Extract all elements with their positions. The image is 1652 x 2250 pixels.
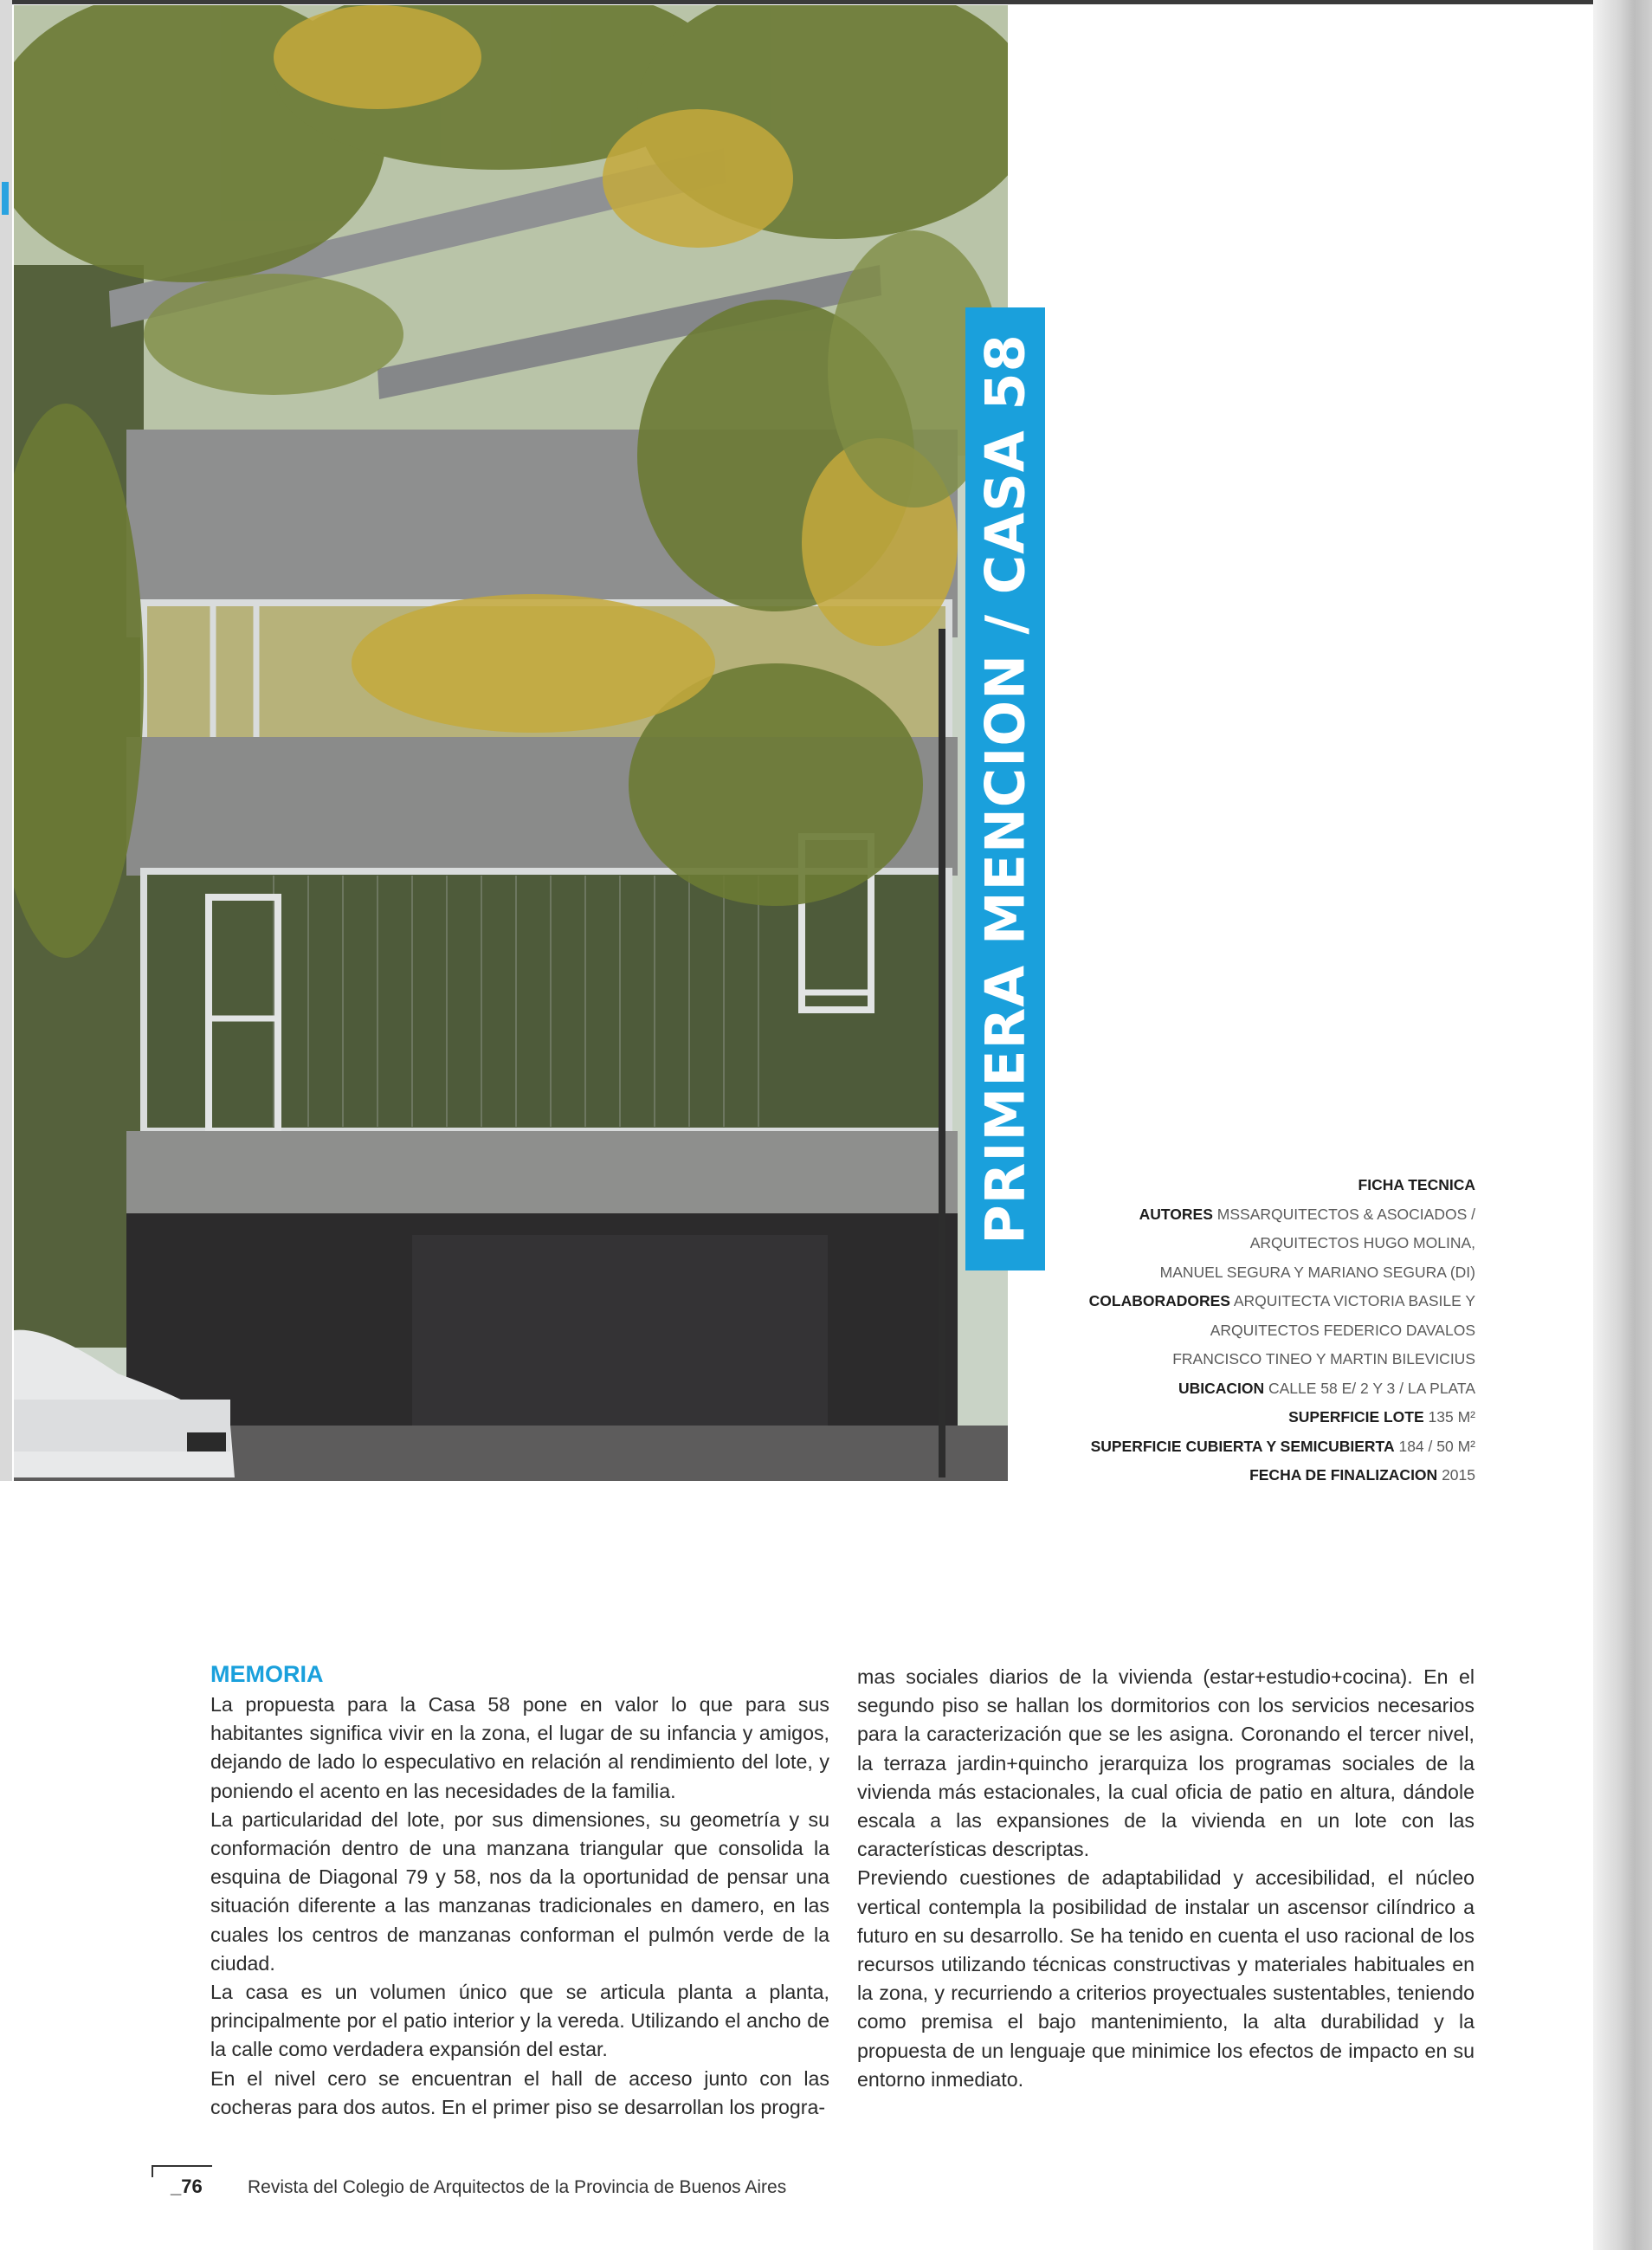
ficha-fecha [852,1461,1475,1490]
memoria-column-1 [210,1691,829,2122]
superficie-lote-value: 135 M² [1428,1408,1475,1426]
memoria-paragraph-4: En el nivel cero se encuentran el hall de acceso junto con las cocheras para dos autos. En el primer piso se desarrollan los progra- [210,2066,829,2118]
footer-tick [152,2165,153,2177]
autores-value-2: ARQUITECTOS HUGO MOLINA, [1249,1234,1475,1251]
memoria-paragraph-6: Previendo cuestiones de adaptabilidad y accesibilidad, el núcleo vertical contempla la posibilidad de instalar un ascensor cilíndrico a futuro en su desarrollo. Se ha tenido en cuenta el uso racional de los recursos utilizando técnicas constructivas y materiales habituales en la zona, y recurriendo a criterios proyectuales sustentables, teniendo como premisa el bajo mantenimiento, la alta durabilidad y la propuesta de un lenguaje que minimice los efectos de impacto en su entorno inmediato. [857,1866,1475,2091]
page-edge-marker [2,182,9,215]
ficha-autores-line1 [852,1200,1475,1230]
ficha-superficie-lote [852,1403,1475,1432]
ubicacion-value: CALLE 58 E/ 2 Y 3 / LA PLATA [1268,1379,1475,1397]
publication-name: Revista del Colegio de Arquitectos de la Provincia de Buenos Aires [248,2177,787,2197]
autores-value-3: MANUEL SEGURA Y MARIANO SEGURA (DI) [1159,1263,1475,1281]
ubicacion-label: UBICACION [1178,1379,1265,1397]
ficha-colab-line1 [852,1287,1475,1316]
memoria-column-2 [857,1663,1475,2094]
memoria-paragraph-2: La particularidad del lote, por sus dimensiones, su geometría y su conformación dentro de una manzana triangular que consolida la esquina de Diagonal 79 y 58, nos da la oportunidad de pensar una situación diferente a las manzanas tradicionales en damero, en las cuales los centros de manzanas conforman el pulmón verde de la ciudad. [210,1807,829,1975]
superficie-lote-label: SUPERFICIE LOTE [1288,1408,1424,1426]
footer-rule [152,2165,212,2167]
fecha-label: FECHA DE FINALIZACION [1249,1466,1438,1484]
page-left-edge [0,0,12,1481]
page-number: _76 [171,2176,203,2197]
superficie-cubierta-label: SUPERFICIE CUBIERTA Y SEMICUBIERTA [1090,1437,1395,1455]
colaboradores-label: COLABORADORES [1088,1292,1230,1309]
memoria-heading: MEMORIA [210,1661,324,1687]
colaboradores-value-2: ARQUITECTOS FEDERICO DAVALOS [1210,1321,1475,1339]
ficha-superficie-cubierta [852,1432,1475,1462]
ficha-tecnica [852,1171,1475,1490]
fecha-value: 2015 [1442,1466,1475,1484]
banner-title: PRIMERA MENCION / CASA 58 [973,333,1037,1245]
autores-value-1: MSSARQUITECTOS & ASOCIADOS / [1216,1205,1475,1223]
memoria-paragraph-3: La casa es un volumen único que se articula planta a planta, principalmente por el patio interior y la vereda. Utilizando el ancho de la calle como verdadera expansión del estar. [210,1981,829,2061]
page-binding-shadow [1593,0,1652,2250]
colaboradores-value-1: ARQUITECTA VICTORIA BASILE Y [1233,1292,1475,1309]
autores-label: AUTORES [1139,1205,1213,1223]
memoria-paragraph-5: mas sociales diarios de la vivienda (estar+estudio+cocina). En el segundo piso se hallan los dormitorios con los servicios necesarios para la caracterización que se les asigna. Coronando el tercer nivel, la terraza jardin+quincho jerarquiza los programas sociales de la vivienda más estacionales, la cual oficia de patio en altura, dándole escala a las expansiones de la vivienda en un lote con las características descriptas. [857,1665,1475,1861]
page-top-edge [0,0,1652,4]
superficie-cubierta-value: 184 / 50 M² [1398,1437,1475,1455]
memoria-paragraph-1: La propuesta para la Casa 58 pone en valor lo que para sus habitantes significa vivir en la zona, el lugar de su infancia y amigos, dejando de lado lo especulativo en relación al rendimiento del lote, y poniendo el acento en las necesidades de la familia. [210,1693,829,1802]
ficha-heading: FICHA TECNICA [1358,1176,1475,1193]
colaboradores-value-3: FRANCISCO TINEO Y MARTIN BILEVICIUS [1172,1350,1475,1367]
title-banner [965,307,1045,1270]
ficha-ubicacion [852,1374,1475,1404]
